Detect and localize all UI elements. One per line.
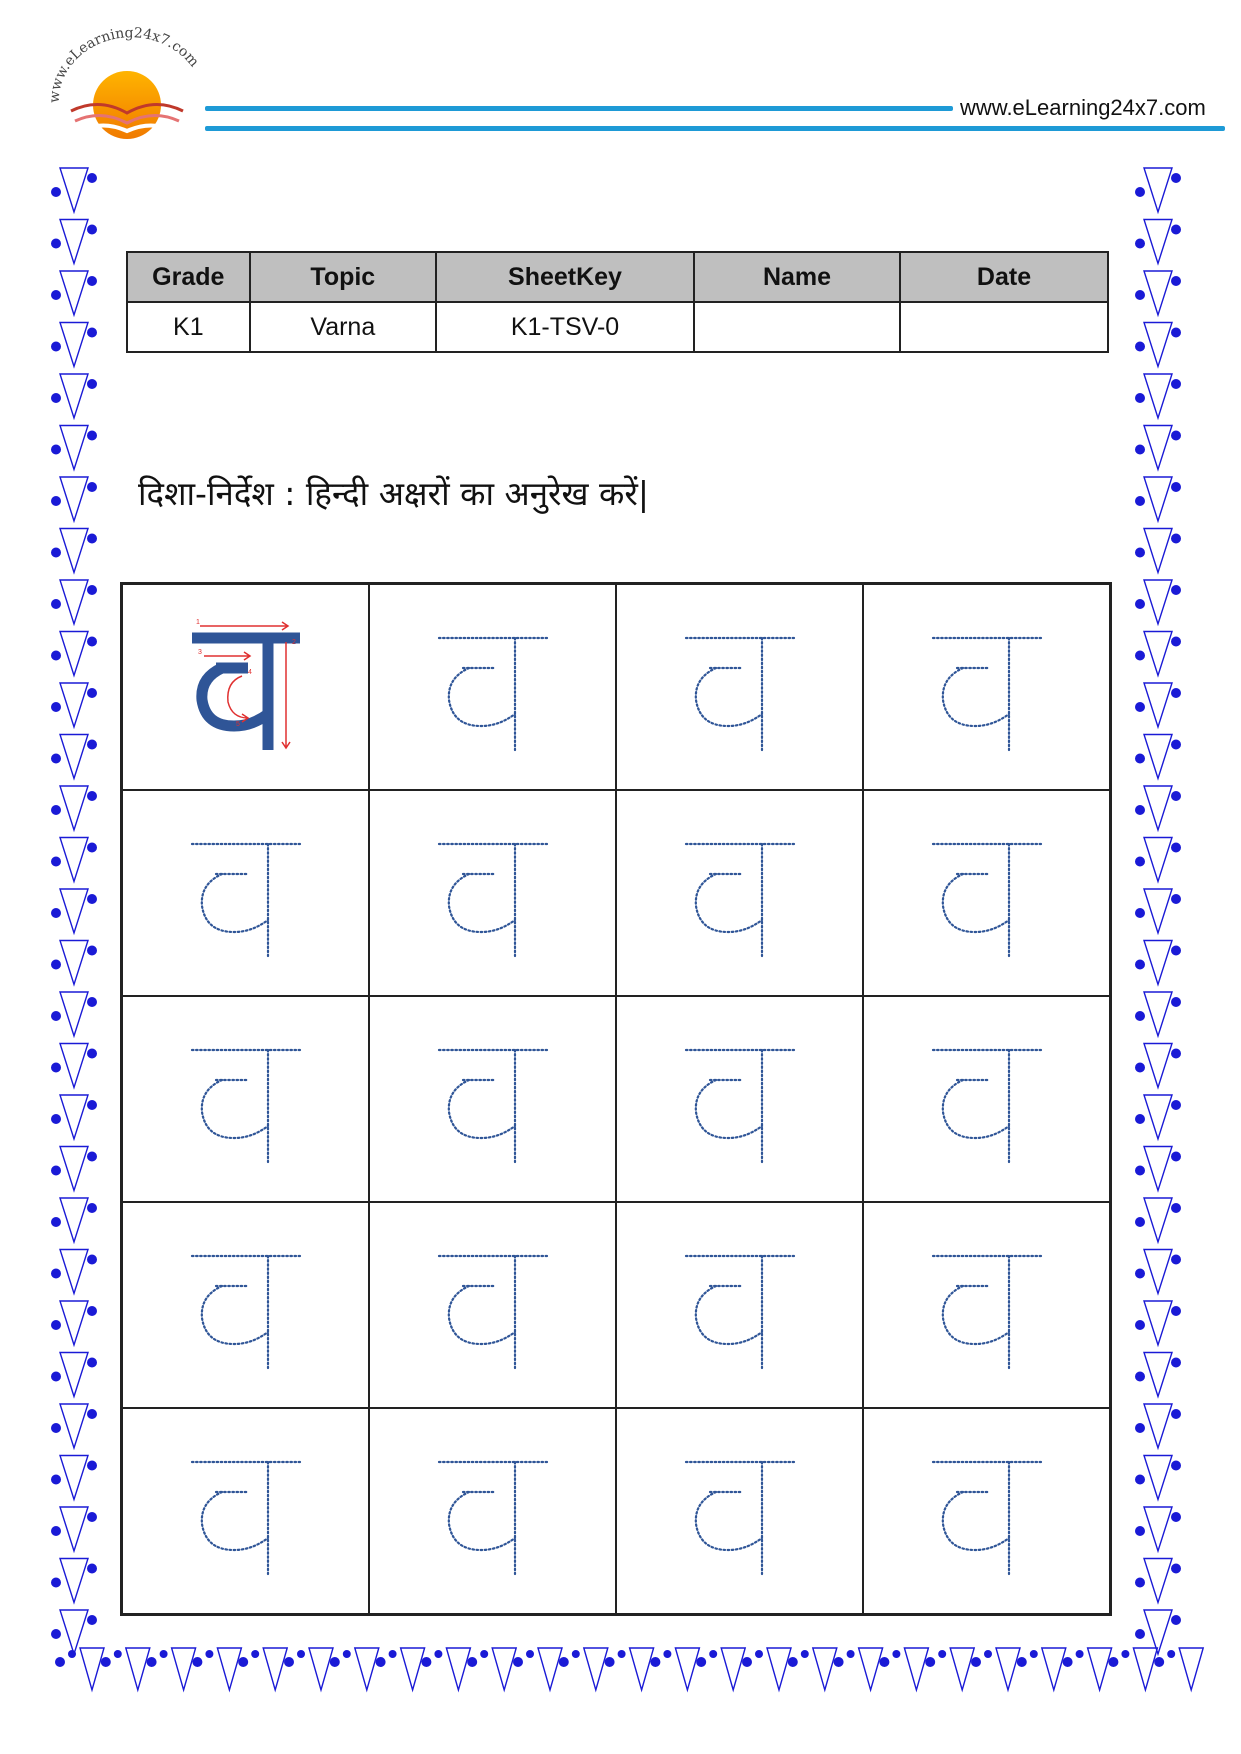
border-ornament (834, 1648, 883, 1690)
border-ornament (330, 1648, 379, 1690)
traceable-letter-va[interactable] (675, 1029, 805, 1169)
border-ornament (1135, 1559, 1181, 1603)
border-ornament (1135, 580, 1181, 624)
trace-cell[interactable] (122, 1408, 369, 1614)
trace-cell[interactable] (616, 790, 863, 996)
border-ornament (238, 1648, 287, 1690)
trace-cell[interactable] (863, 790, 1110, 996)
header-date: Date (900, 252, 1108, 302)
traceable-letter-va[interactable] (675, 1235, 805, 1375)
border-ornament (51, 1507, 97, 1551)
border-ornament (1135, 323, 1181, 367)
trace-cell[interactable] (616, 996, 863, 1202)
border-ornament (879, 1648, 928, 1690)
border-ornament (1135, 1095, 1181, 1139)
border-ornament (605, 1648, 654, 1690)
border-ornament (1135, 1353, 1181, 1397)
border-ornament (1135, 735, 1181, 779)
traceable-letter-va[interactable] (181, 823, 311, 963)
border-ornament (1063, 1648, 1112, 1690)
border-ornament (1135, 271, 1181, 315)
traceable-letter-va[interactable] (428, 823, 558, 963)
trace-cell[interactable] (369, 790, 616, 996)
border-ornament (788, 1648, 837, 1690)
border-ornament (1135, 786, 1181, 830)
trace-cell[interactable] (863, 996, 1110, 1202)
border-ornament (1135, 683, 1181, 727)
header-sheetkey: SheetKey (436, 252, 694, 302)
stroke-number: 1 (195, 619, 200, 626)
border-ornament (51, 529, 97, 573)
trace-cell[interactable] (863, 584, 1110, 790)
traceable-letter-va[interactable] (181, 1235, 311, 1375)
border-ornament (650, 1648, 699, 1690)
border-ornament (1135, 941, 1181, 985)
traceable-letter-va[interactable] (675, 823, 805, 963)
trace-cell[interactable] (616, 584, 863, 790)
border-ornament (1135, 529, 1181, 573)
border-ornament (1135, 477, 1181, 521)
border-ornament (51, 271, 97, 315)
worksheet-info-table (126, 251, 1109, 353)
instruction-text: दिशा-निर्देश : हिन्दी अक्षरों का अनुरेख करें| (138, 474, 649, 513)
traceable-letter-va[interactable] (428, 1029, 558, 1169)
border-ornament (742, 1648, 791, 1690)
border-ornament (101, 1648, 150, 1690)
border-ornament (51, 1250, 97, 1294)
trace-cell[interactable] (122, 996, 369, 1202)
trace-cell[interactable] (863, 1408, 1110, 1614)
border-ornament (51, 168, 97, 212)
traceable-letter-va[interactable] (428, 1441, 558, 1581)
stroke-number: 4 (247, 669, 252, 676)
border-ornament (376, 1648, 425, 1690)
border-ornament (51, 735, 97, 779)
border-ornament (284, 1648, 333, 1690)
border-ornament (51, 1095, 97, 1139)
border-ornament (51, 1147, 97, 1191)
logo-text: www.eLearning24x7.com (46, 25, 202, 104)
border-ornament (1135, 1404, 1181, 1448)
border-ornament (1135, 632, 1181, 676)
border-ornament (55, 1648, 104, 1690)
border-ornament (1135, 1301, 1181, 1345)
traceable-letter-va[interactable] (922, 617, 1052, 757)
border-ornament (971, 1648, 1020, 1690)
border-ornament (1108, 1648, 1157, 1690)
header-name: Name (694, 252, 900, 302)
header-topic: Topic (250, 252, 436, 302)
traceable-letter-va[interactable] (428, 1235, 558, 1375)
traceable-letter-va[interactable] (922, 823, 1052, 963)
value-sheetkey: K1-TSV-0 (436, 302, 694, 352)
info-header-row (127, 252, 1108, 302)
trace-cell[interactable] (616, 1408, 863, 1614)
trace-cell[interactable] (369, 1408, 616, 1614)
traceable-letter-va[interactable] (181, 1029, 311, 1169)
value-topic: Varna (250, 302, 436, 352)
border-ornament (51, 1404, 97, 1448)
border-ornament (51, 683, 97, 727)
border-ornament (1135, 1044, 1181, 1088)
border-ornament (513, 1648, 562, 1690)
traceable-letter-va[interactable] (675, 617, 805, 757)
trace-cell[interactable] (369, 584, 616, 790)
border-ornament (1135, 1198, 1181, 1242)
trace-cell[interactable] (122, 1202, 369, 1408)
model-letter-cell (122, 584, 369, 790)
border-ornament (1135, 168, 1181, 212)
traceable-letter-va[interactable] (922, 1029, 1052, 1169)
stroke-number: 5 (235, 721, 240, 728)
border-ornament (1135, 1507, 1181, 1551)
model-letter-va (181, 617, 311, 757)
traceable-letter-va[interactable] (675, 1441, 805, 1581)
border-ornament (1135, 1147, 1181, 1191)
border-ornament (51, 374, 97, 418)
trace-cell[interactable] (122, 790, 369, 996)
border-ornament (51, 1559, 97, 1603)
border-ornament (1154, 1648, 1203, 1690)
site-url[interactable]: www.eLearning24x7.com (960, 95, 1206, 120)
border-ornament (51, 838, 97, 882)
border-ornament (467, 1648, 516, 1690)
info-value-row (127, 302, 1108, 352)
border-ornament (51, 477, 97, 521)
border-ornament (51, 426, 97, 470)
border-ornament (1135, 374, 1181, 418)
border-ornament (696, 1648, 745, 1690)
trace-cell[interactable] (369, 1202, 616, 1408)
border-ornament (51, 323, 97, 367)
border-ornament (1135, 889, 1181, 933)
traceable-letter-va[interactable] (428, 617, 558, 757)
trace-cell[interactable] (863, 1202, 1110, 1408)
stroke-number: 2 (291, 639, 296, 646)
value-grade: K1 (127, 302, 250, 352)
border-ornament (421, 1648, 470, 1690)
border-ornament (51, 1198, 97, 1242)
border-ornament (1135, 1250, 1181, 1294)
border-ornament (51, 941, 97, 985)
trace-cell[interactable] (369, 996, 616, 1202)
border-ornament (51, 1044, 97, 1088)
border-ornament (1135, 426, 1181, 470)
border-ornament (51, 889, 97, 933)
trace-cell[interactable] (616, 1202, 863, 1408)
header-grade: Grade (127, 252, 250, 302)
traceable-letter-va[interactable] (181, 1441, 311, 1581)
border-ornament (559, 1648, 608, 1690)
border-ornament (1135, 220, 1181, 264)
stroke-number: 3 (197, 649, 202, 656)
traceable-letter-va[interactable] (922, 1235, 1052, 1375)
border-ornament (51, 786, 97, 830)
value-date-field[interactable] (900, 302, 1108, 352)
border-ornament (51, 1301, 97, 1345)
border-ornament (1135, 838, 1181, 882)
border-ornament (1135, 992, 1181, 1036)
border-ornament (51, 220, 97, 264)
traceable-letter-va[interactable] (922, 1441, 1052, 1581)
tracing-grid (120, 582, 1112, 1616)
border-ornament (51, 1456, 97, 1500)
border-ornament (192, 1648, 241, 1690)
border-ornament (51, 580, 97, 624)
value-name-field[interactable] (694, 302, 900, 352)
border-ornament (1017, 1648, 1066, 1690)
border-ornament (51, 1353, 97, 1397)
border-ornament (51, 632, 97, 676)
border-ornament (147, 1648, 196, 1690)
border-ornament (1135, 1456, 1181, 1500)
border-ornament (925, 1648, 974, 1690)
border-ornament (51, 992, 97, 1036)
